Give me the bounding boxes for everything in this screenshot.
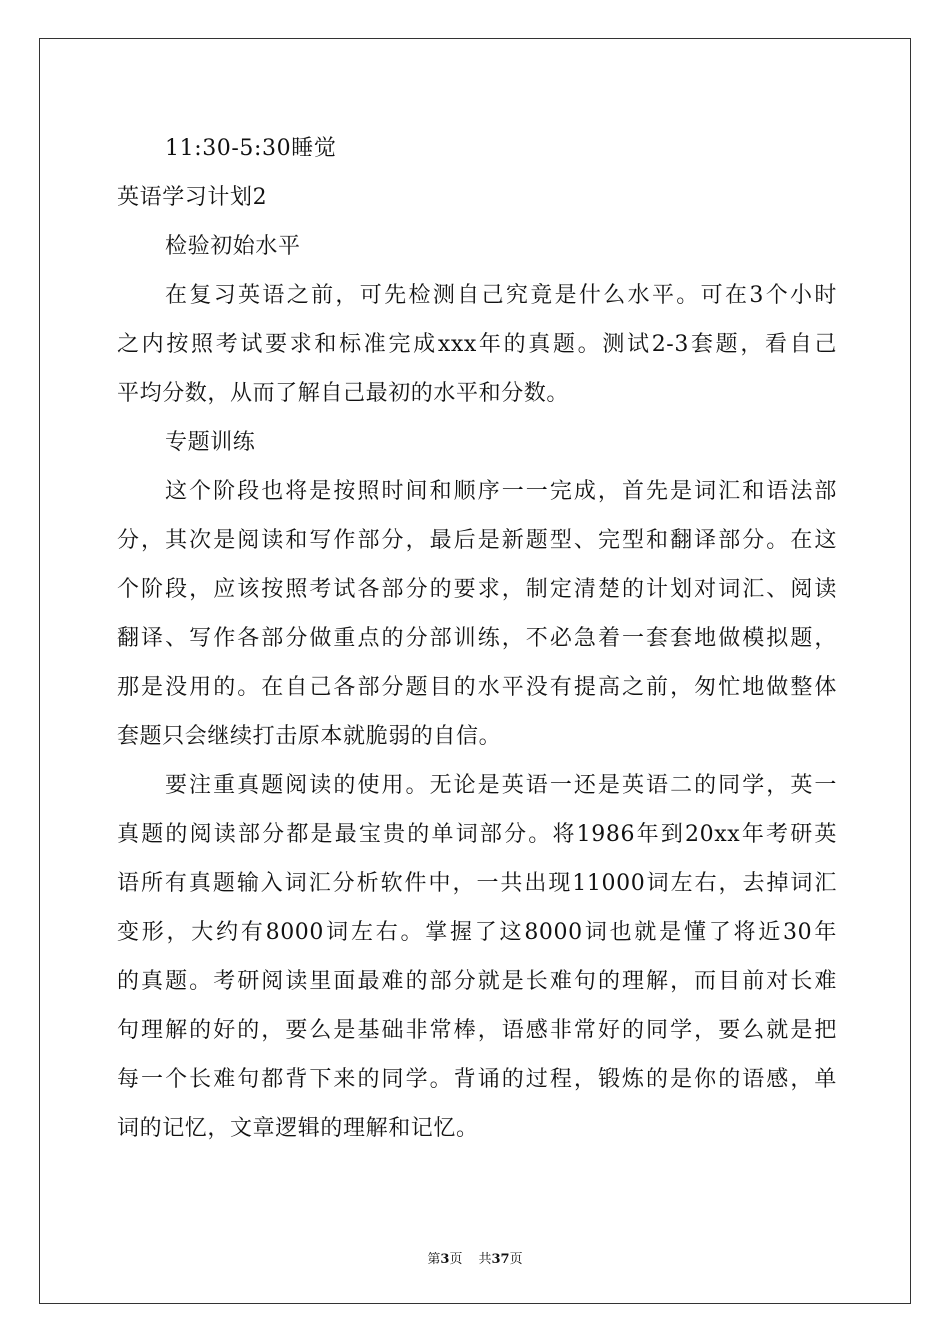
subheading-topic-training: 专题训练	[165, 430, 256, 455]
paragraph-line: 在复习英语之前，可先检测自己究竟是什么水平。可在3个小时	[165, 283, 837, 308]
paragraph-line: 要注重真题阅读的使用。无论是英语一还是英语二的同学，英一	[165, 773, 837, 798]
paragraph-line: 套题只会继续打击原本就脆弱的自信。	[117, 724, 502, 749]
paragraph-line: 这个阶段也将是按照时间和顺序一一完成，首先是词汇和语法部	[165, 479, 837, 504]
paragraph-line: 句理解的好的，要么是基础非常棒，语感非常好的同学，要么就是把	[117, 1018, 837, 1043]
paragraph-line: 分，其次是阅读和写作部分，最后是新题型、完型和翻译部分。在这	[117, 528, 837, 553]
page-label-suffix: 页	[449, 1252, 463, 1267]
paragraph-initial-level	[117, 271, 837, 418]
total-label-suffix: 页	[509, 1252, 523, 1267]
total-pages: 37	[491, 1252, 510, 1267]
paragraph-line: 平均分数，从而了解自己最初的水平和分数。	[117, 381, 570, 406]
paragraph-line: 词的记忆，文章逻辑的理解和记忆。	[117, 1116, 479, 1141]
section-title: 英语学习计划2	[117, 185, 268, 210]
paragraph-line: 个阶段，应该按照考试各部分的要求，制定清楚的计划对词汇、阅读	[117, 577, 837, 602]
subheading-initial-level: 检验初始水平	[165, 234, 301, 259]
schedule-line: 11:30-5:30睡觉	[165, 136, 337, 161]
paragraph-line: 变形，大约有8000词左右。掌握了这8000词也就是懂了将近30年	[117, 920, 837, 945]
page-footer	[0, 1248, 950, 1267]
paragraph-line: 语所有真题输入词汇分析软件中，一共出现11000词左右，去掉词汇	[117, 871, 837, 896]
paragraph-real-exam-reading	[117, 761, 837, 1153]
paragraph-line: 那是没用的。在自己各部分题目的水平没有提高之前，匆忙地做整体	[117, 675, 837, 700]
total-label-prefix: 共	[478, 1252, 492, 1267]
paragraph-line: 真题的阅读部分都是最宝贵的单词部分。将1986年到20xx年考研英	[117, 822, 837, 847]
paragraph-line: 之内按照考试要求和标准完成xxx年的真题。测试2-3套题，看自己	[117, 332, 837, 357]
page-label-prefix: 第	[427, 1252, 441, 1267]
paragraph-line: 每一个长难句都背下来的同学。背诵的过程，锻炼的是你的语感，单	[117, 1067, 837, 1092]
paragraph-line: 的真题。考研阅读里面最难的部分就是长难句的理解，而目前对长难	[117, 969, 837, 994]
paragraph-line: 翻译、写作各部分做重点的分部训练，不必急着一套套地做模拟题，	[117, 626, 837, 651]
page-number: 3	[440, 1252, 450, 1267]
document-body	[117, 124, 837, 1153]
paragraph-topic-training	[117, 467, 837, 761]
